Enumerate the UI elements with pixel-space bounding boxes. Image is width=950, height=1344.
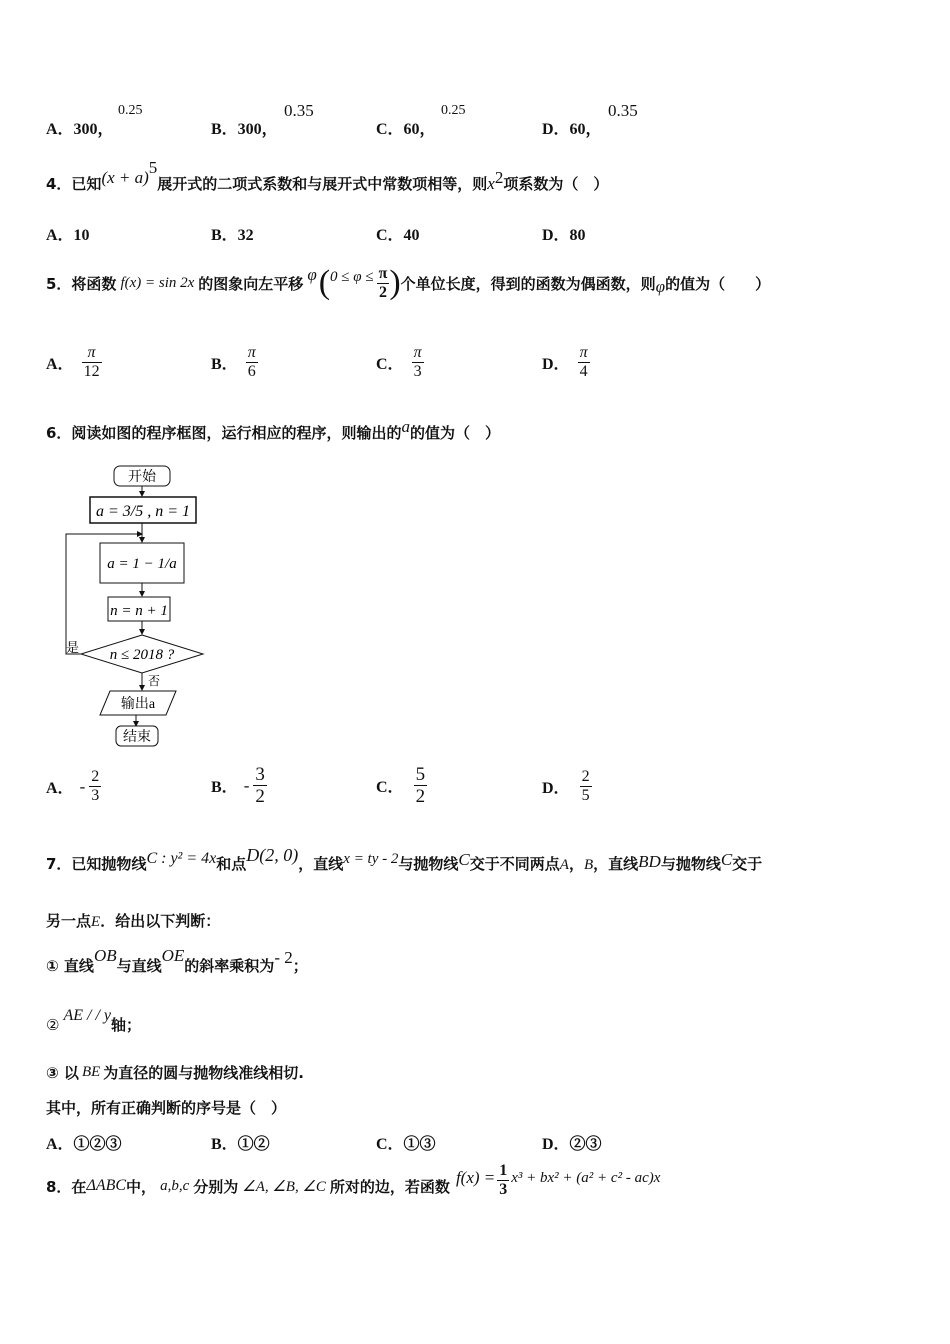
q5-text3: 的值为（ ） — [665, 274, 771, 293]
q7-point: D(2, 0) — [246, 845, 299, 865]
q6-option-b[interactable]: B． - $\frac{3}{2}$ — [211, 764, 265, 807]
q6-text1: 的值为（ ） — [409, 424, 500, 442]
q7-line2: 另一点E．给出以下判断： — [46, 912, 221, 930]
q4-stem — [46, 158, 609, 194]
q8-f-left: f(x) = — [455, 1168, 496, 1187]
q7-option-d[interactable]: D．②③ — [542, 1136, 602, 1153]
q7-ask: 其中，所有正确判断的序号是（ ） — [46, 1099, 287, 1117]
q8-stem: 8．在 ΔABC 中， a,b,c 分别为 ∠A, ∠B, ∠C 所对的边，若函数 f(x) = $\frac{1}{3}$ x³ + bx² + (a² + c² - ac)x — [46, 1161, 661, 1198]
q6-option-a[interactable]: A． - $\frac{2}{3}$ — [46, 768, 100, 804]
q4-exponent: 5 — [148, 158, 158, 177]
q6-flowchart — [60, 460, 220, 755]
q8-vars: a,b,c — [160, 1177, 190, 1194]
q4-option-b[interactable]: B．32 — [211, 227, 254, 244]
flow-no: 否 — [148, 674, 161, 688]
q4-binomial: (x + a) — [101, 168, 149, 187]
q7-option-b[interactable]: B．①② — [211, 1136, 270, 1153]
flow-output: 输出a — [120, 697, 156, 712]
q4-option-d[interactable]: D．80 — [542, 227, 586, 244]
q6-option-d[interactable]: D． $\frac{2}{5}$ — [542, 768, 590, 804]
q5-text2: 个单位长度，得到的函数为偶函数，则 — [400, 274, 656, 293]
q3-option-b-value: 0.35 — [284, 101, 314, 120]
flow-init: a = 3/5 , n = 1 — [95, 503, 191, 520]
q3-option-b[interactable]: B．300， — [211, 121, 278, 138]
flow-step1: a = 1 − 1/a — [107, 556, 177, 572]
q5-option-c[interactable]: C． $\frac{\pi}{3}$ — [376, 344, 422, 380]
q4-option-a[interactable]: A．10 — [46, 227, 90, 244]
q5-number: 5．将函数 — [46, 274, 117, 293]
flow-step2: n = n + 1 — [110, 603, 168, 619]
q5-option-b[interactable]: B． $\frac{\pi}{6}$ — [211, 344, 256, 380]
q3-option-c-value: 0.25 — [441, 103, 466, 118]
q5-paren-right: ) — [389, 264, 401, 301]
q3-option-a[interactable]: A．300， — [46, 121, 114, 138]
q4-x: x — [487, 174, 495, 193]
q6-a: a — [401, 417, 410, 436]
flow-end: 结束 — [123, 730, 151, 745]
q7-judgment-1: ① 直线OB与直线OE的斜率乘积为- 2； — [46, 946, 308, 975]
q6-stem — [46, 417, 500, 443]
q8-frac: $\frac{1}{3}$ — [499, 1161, 508, 1198]
q5-function: f(x) = sin 2x — [120, 274, 195, 291]
q6-number: 6．阅读如图的程序框图，运行相应的程序，则输出的 — [46, 424, 402, 442]
q7-option-a[interactable]: A．①②③ — [46, 1136, 122, 1153]
q7-option-c[interactable]: C．①③ — [376, 1136, 436, 1153]
q4-x-exp: 2 — [494, 168, 504, 187]
flow-cond: n ≤ 2018 ? — [109, 647, 175, 663]
q5-paren-left: ( — [318, 264, 331, 301]
q5-option-d[interactable]: D． $\frac{\pi}{4}$ — [542, 344, 588, 380]
q3-option-d[interactable]: D．60， — [542, 121, 602, 138]
q3-option-d-value: 0.35 — [608, 101, 638, 120]
q8-triangle: ΔABC — [86, 1177, 127, 1194]
flow-start: 开始 — [128, 470, 156, 485]
q4-option-c[interactable]: C．40 — [376, 227, 420, 244]
q6-option-c[interactable]: C． $\frac{5}{2}$ — [376, 764, 426, 807]
q4-text1: 展开式的二项式系数和与展开式中常数项相等，则 — [157, 175, 488, 193]
q5-option-a[interactable]: A． $\frac{\pi}{12}$ — [46, 344, 100, 380]
q3-option-a-value: 0.25 — [118, 103, 143, 118]
q7-judgment-2: ②AE / / y轴； — [46, 1007, 142, 1034]
q5-stem — [46, 262, 770, 304]
q3-option-c[interactable]: C．60， — [376, 121, 436, 138]
flow-yes: 是 — [66, 640, 80, 655]
q7-curve: C : y² = 4x — [146, 850, 217, 867]
q5-range: 0 ≤ φ ≤ — [330, 268, 374, 285]
q4-number: 4．已知 — [46, 175, 102, 193]
q5-phi: φ — [307, 265, 317, 284]
q8-f-right: x³ + bx² + (a² + c² - ac)x — [511, 1169, 661, 1186]
q8-angles: ∠A, ∠B, ∠C — [242, 1178, 326, 1195]
q4-text2: 项系数为（ ） — [503, 175, 609, 193]
q5-range-frac: $\frac{\pi}{2}$ — [378, 264, 388, 301]
q7-line: x = ty - 2 — [343, 851, 399, 867]
q5-text1: 的图象向左平移 — [198, 274, 304, 293]
q7-judgment-3: ③ 以 BE 为直径的圆与抛物线准线相切. — [46, 1064, 304, 1082]
q5-phi2: φ — [655, 277, 666, 296]
q7-line1: 7．已知抛物线C : y² = 4x和点D(2, 0)，直线x = ty - 2与抛物线C交于不同两点A，B，直线BD与抛物线C交于 — [46, 845, 763, 873]
